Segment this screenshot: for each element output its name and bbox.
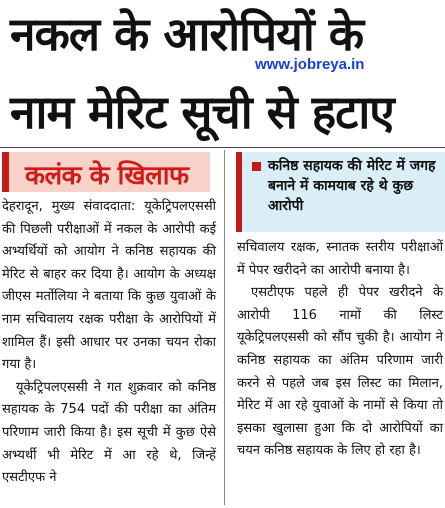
headline-line-2: नाम मेरिट सूची से हटाए [10, 85, 394, 139]
paragraph: एसटीएफ पहले ही पेपर खरीदने के आरोपी 116 नामों की लिस्ट यूकेट्रिपलएससी को सौंप चुकी है। आयोग ने कनिष्ठ सहायक का अंतिम परिणाम जारी करने से पहले जब इस लिस्ट का मिलान, मेरिट में आ रहे युवाओं के नामों से किया तो इसका खुलासा हुआ कि दो आरोपियों का चयन कनिष्ठ सहायक के लिए हो रहा है। [237, 285, 443, 459]
paragraph: यूकेट्रिपलएससी ने गत शुक्रवार को कनिष्ठ सहायक के 754 पदों की परीक्षा का अंतिम परिणाम जारी किया है। इस सूची में कुछ ऐसे अभ्यर्थी भी मेरिट में आ रहे थे, जिन्हें एसटीएफ ने [2, 379, 216, 486]
paragraph: सचिवालय रक्षक, स्नातक स्तरीय परीक्षाओं में पेपर खरीदने का आरोपी बनाया है। [237, 240, 443, 278]
kicker-box [2, 152, 210, 192]
left-column [2, 196, 216, 490]
paragraph: देहरादून, मुख्य संवाददाता: यूकेट्रिपलएससी की पिछली परीक्षाओं में नकल के आरोपी कई अभ्यर्थियों को आयोग ने कनिष्ठ सहायक की मेरिट से बाहर कर दिया है। आयोग के अध्यक्ष जीएस मर्तोलिया ने बताया कि कुछ युवाओं के नाम सचिवालय रक्षक परीक्षा के आरोपियों में शामिल हैं। इसी आधार पर उनका चयन रोका गया है। [2, 199, 216, 373]
watermark-url: www.jobreya.in [255, 56, 365, 73]
right-column [237, 237, 443, 463]
divider [0, 147, 445, 148]
highlight-box [236, 152, 445, 232]
highlight-text: कनिष्ठ सहायक की मेरिट में जगह बनाने में कामयाब रहे थे कुछ आरोपी [268, 158, 436, 214]
headline-line-1: नकल के आरोपियों के [10, 7, 364, 61]
bullet-icon [252, 162, 261, 171]
kicker-label: कलंक के खिलाफ [25, 161, 189, 191]
column-divider [224, 150, 225, 505]
